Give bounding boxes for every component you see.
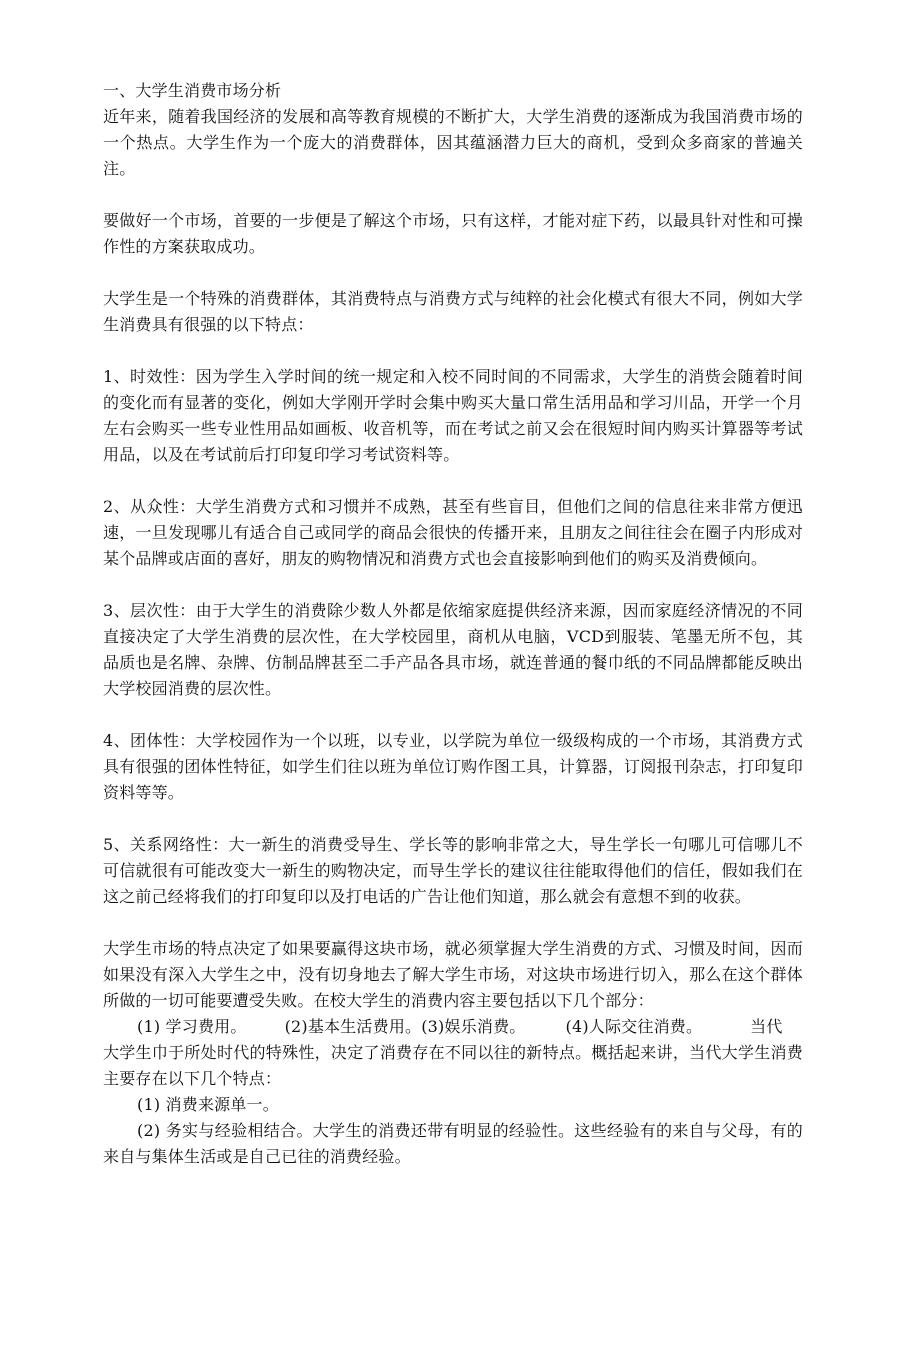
section-heading: 一、大学生消费市场分析: [103, 81, 282, 100]
characteristic-item-2: (2) 务实与经验相结合。大学生的消费还带有明显的经验性。这些经验有的来自与父母，有的来自与集体生活或是自己已往的消费经验。: [103, 1121, 803, 1166]
consumption-item-entertainment: (3)娱乐消费。: [421, 1017, 526, 1036]
paragraph-network: 5、关系网络性：大一新生的消费受导生、学长等的影响非常之大，导生学长一句哪儿可信哪儿不可信就很有可能改变大一新生的购物决定，而导生学长的建议往往能取得他们的信任，假如我们在这之前己经将我们的打印复印以及打电话的广告让他们知道，那么就会有意想不到的收获。: [103, 835, 803, 906]
consumption-items-line: [103, 1014, 803, 1040]
consumption-item-study: (1) 学习费用。: [137, 1017, 247, 1036]
paragraph-intro: 近年来，随着我国经济的发展和高等教育规模的不断扩大，大学生消费的逐渐成为我国消费市场的一个热点。大学生作为一个庞大的消费群体，因其蕴涵潜力巨大的商机，受到众多商家的普遍关注。: [103, 107, 803, 178]
paragraph-timeliness: 1、时效性：因为学生入学时间的统一规定和入校不同时间的不同需求，大学生的消赀会随着时间的变化而有显著的变化，例如大学刚开学时会集中购买大量口常生活用品和学习川品，开学一个月左右会购买一些专业性用品如画板、收音机等，而在考试之前又会在很短时间内购买计算器等考试用品，以及在考试前后打印复印学习考试资料等。: [103, 367, 803, 464]
consumption-item-social: (4)人际交往消费。: [565, 1017, 703, 1036]
characteristics-intro: 大学生巾于所处时代的特殊性，决定了消费存在不同以往的新特点。概括起来讲，当代大学生消费主要存在以下几个特点：: [103, 1043, 803, 1088]
consumption-item-living: (2)基本生活费用。: [284, 1017, 422, 1036]
consumption-items-tail: 当代: [750, 1017, 783, 1036]
paragraph-group: 4、团体性：大学校园作为一个以班，以专业，以学院为单位一级级构成的一个市场，其消费方式具有很强的团体性特征，如学生们往以班为单位订购作图工具，计算器，订阅报刊杂志，打印复印资料等等。: [103, 731, 803, 802]
paragraph-hierarchy: 3、层次性：由于大学生的消费除少数人外都是依缩家庭提供经济来源，因而家庭经济情况的不同直接决定了大学生消费的层次性，在大学校园里，商机从电脑，VCD到服装、笔墨无所不包，其品质也是名牌、杂牌、仿制品牌甚至二手产品各具市场，就连普通的餐巾纸的不同品牌都能反映出大学校园消费的层次性。: [103, 601, 803, 698]
paragraph-features-intro: 大学生是一个特殊的消费群体，其消费特点与消费方式与纯粹的社会化模式有很大不同，例如大学生消费具有很强的以下特点：: [103, 289, 803, 334]
characteristic-item-1: (1) 消费来源单一。: [137, 1095, 279, 1114]
paragraph-conformity: 2、从众性：大学生消费方式和习惯并不成熟，甚至有些盲目，但他们之间的信息往来非常方便迅速，一旦发现哪儿有适合自己或同学的商品会很快的传播开来，且朋友之间往往会在圈子内形成对某个品牌或店面的喜好，朋友的购物情况和消费方式也会直接影响到他们的购买及消费倾向。: [103, 497, 803, 568]
document-body: [103, 78, 803, 1170]
paragraph-market: 要做好一个市场，首要的一步便是了解这个市场，只有这样，才能对症下药，以最具针对性和可操作性的方案获取成功。: [103, 211, 803, 256]
paragraph-market-summary: 大学生市场的特点决定了如果要赢得这块市场，就必须掌握大学生消费的方式、习惯及时间，因而如果没有深入大学生之中，没有切身地去了解大学生市场，对这块市场进行切入，那么在这个群体所做的一切可能要遭受失败。在校大学生的消费内容主要包括以下几个部分：: [103, 939, 803, 1010]
